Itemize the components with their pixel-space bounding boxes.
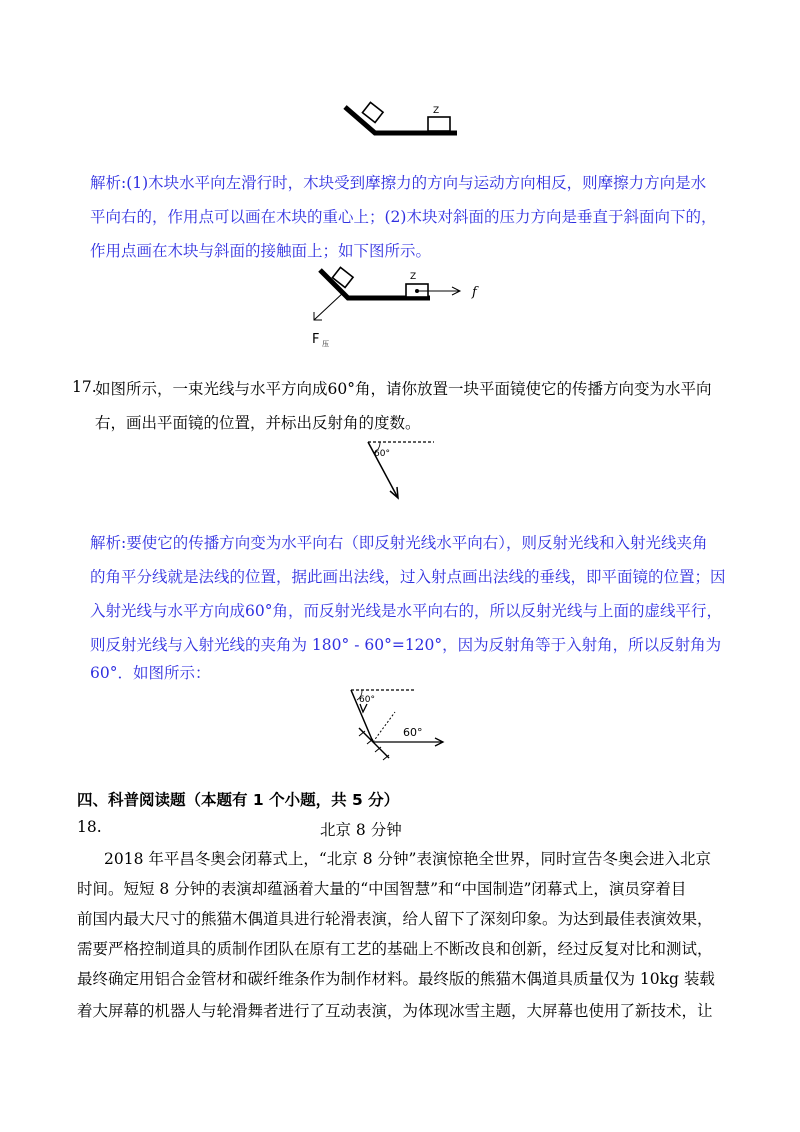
question-18-line-4: 需要严格控制道具的质制作团队在原有工艺的基础上不断改良和创新，经过反复对比和测试， xyxy=(77,940,713,958)
analysis-17-line-2: 的角平分线就是法线的位置，据此画出法线，过入射点画出法线的垂线，即平面镜的位置；因 xyxy=(90,568,726,586)
analysis-16-line-3: 作用点画在木块与斜面的接触面上；如下图所示。 xyxy=(90,242,432,260)
fig4-angle-label-2: 60° xyxy=(403,726,423,739)
figure-slope-forces xyxy=(300,262,500,350)
question-18-line-3: 前国内最大尺寸的熊猫木偶道具进行轮滑表演，给人留下了深刻印象。为达到最佳表演效果， xyxy=(77,910,713,928)
weight-label: Z xyxy=(433,106,440,116)
analysis-16-line-2: 平向右的，作用点可以画在木块的重心上；(2)木块对斜面的压力方向是垂直于斜面向下的， xyxy=(90,208,717,226)
friction-label: f xyxy=(472,285,477,300)
figure-incident-ray xyxy=(360,436,440,506)
analysis-16-line-1: 解析:(1)木块水平向左滑行时，木块受到摩擦力的方向与运动方向相反，则摩擦力方向是水 xyxy=(90,174,707,192)
figure-mirror-reflection xyxy=(345,684,455,764)
section-4-heading: 四、科普阅读题（本题有 1 个小题，共 5 分） xyxy=(77,791,400,809)
analysis-17-line-4: 则反射光线与入射光线的夹角为 180° - 60°=120°，因为反射角等于入射角，所以反射角为 xyxy=(90,636,722,654)
analysis-17-line-3: 入射光线与水平方向成60°角，而反射光线是水平向右的，所以反射光线与上面的虚线平行， xyxy=(90,602,722,620)
analysis-17-line-5: 60°．如图所示： xyxy=(90,664,211,682)
fig4-angle-label-1: 60° xyxy=(359,695,375,705)
question-18-number: 18. xyxy=(77,818,102,836)
fig3-angle-label: 60° xyxy=(374,449,390,459)
question-18-line-2: 时间。短短 8 分钟的表演却蕴涵着大量的“中国智慧”和“中国制造”闭幕式上，演员穿着目 xyxy=(77,880,687,898)
question-18-line-6: 着大屏幕的机器人与轮滑舞者进行了互动表演，为体现冰雪主题，大屏幕也使用了新技术，让 xyxy=(77,1002,713,1020)
figure-slope-blocks xyxy=(335,95,465,140)
question-18-title: 北京 8 分钟 xyxy=(320,821,402,839)
question-17-line-2: 右，画出平面镜的位置，并标出反射角的度数。 xyxy=(95,414,421,432)
analysis-17-line-1: 解析:要使它的传播方向变为水平向右（即反射光线水平向右），则反射光线和入射光线夹角 xyxy=(90,534,708,552)
question-17-number: 17. xyxy=(72,378,97,396)
fig2-weight-label: Z xyxy=(410,272,417,282)
pressure-label: F xyxy=(312,332,320,347)
question-17-line-1: 如图所示，一束光线与水平方向成60°角，请你放置一块平面镜使它的传播方向变为水平向 xyxy=(95,380,712,398)
question-18-line-5: 最终确定用铝合金管材和碳纤维条作为制作材料。最终版的熊猫木偶道具质量仅为 10kg 装载 xyxy=(77,970,715,988)
pressure-subscript: 压 xyxy=(322,340,329,348)
question-18-line-1: 2018 年平昌冬奥会闭幕式上，“北京 8 分钟”表演惊艳全世界，同时宣告冬奥会进入北京 xyxy=(104,850,711,868)
